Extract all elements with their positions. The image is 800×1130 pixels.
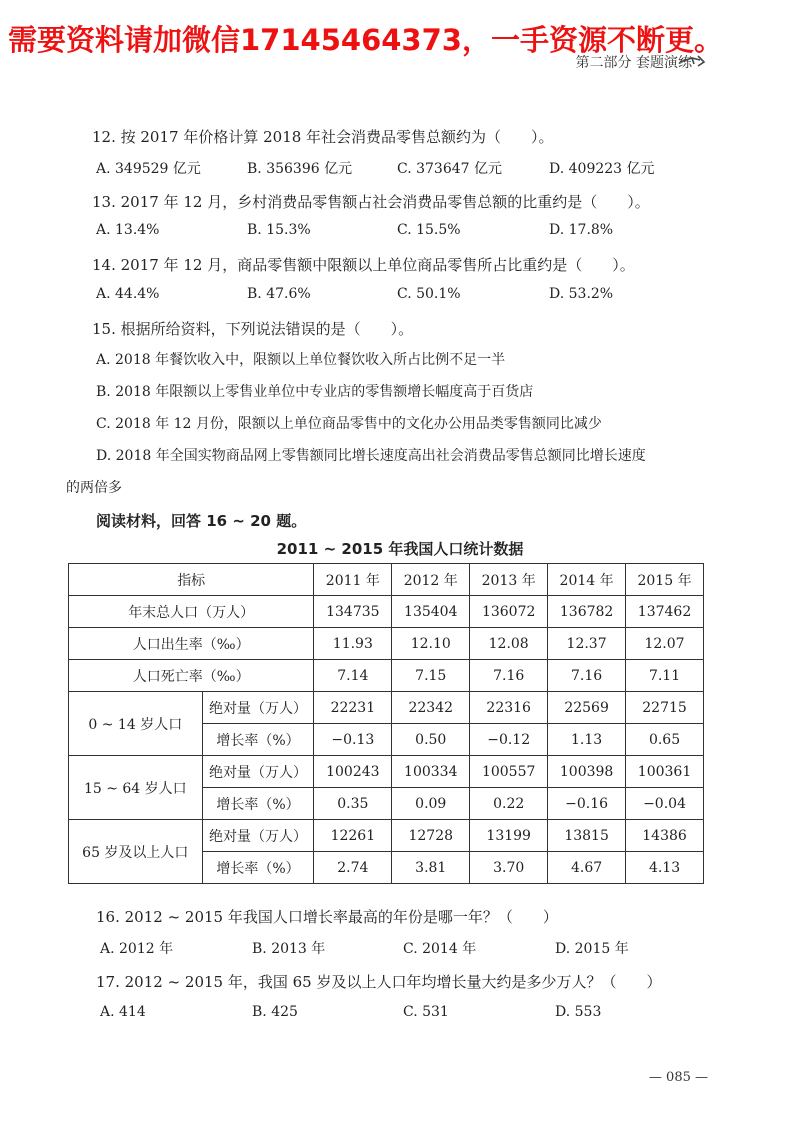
option-c[interactable]: C. 373647 亿元 xyxy=(397,161,503,177)
table-cell: 22715 xyxy=(626,692,704,724)
table-cell: 7.11 xyxy=(626,660,704,692)
option-c[interactable]: C. 531 xyxy=(403,1004,449,1020)
header-year: 2011 年 xyxy=(314,564,392,596)
page-number: — 085 — xyxy=(648,1070,708,1085)
table-cell: 4.67 xyxy=(548,852,626,884)
table-row xyxy=(69,628,704,660)
table-cell: 7.16 xyxy=(548,660,626,692)
question-13: 13. 2017 年 12 月，乡村消费品零售额占社会消费品零售总额的比重约是（ ）。 xyxy=(92,193,650,211)
option-b[interactable]: B. 2013 年 xyxy=(252,941,326,957)
option-c[interactable]: C. 2018 年 12 月份，限额以上单位商品零售中的文化办公用品类零售额同比减少 xyxy=(96,416,602,432)
table-cell: 134735 xyxy=(314,596,392,628)
table-cell: 136782 xyxy=(548,596,626,628)
table-cell: 136072 xyxy=(470,596,548,628)
table-cell: 22569 xyxy=(548,692,626,724)
table-cell: 13199 xyxy=(470,820,548,852)
table-header-row xyxy=(69,564,704,596)
table-cell: 12.08 xyxy=(470,628,548,660)
table-cell: 11.93 xyxy=(314,628,392,660)
table-cell: 22316 xyxy=(470,692,548,724)
reading-prompt: 阅读材料，回答 16 ~ 20 题。 xyxy=(96,512,307,530)
population-stats-table xyxy=(68,563,704,884)
option-b[interactable]: B. 356396 亿元 xyxy=(247,161,353,177)
table-cell: 2.74 xyxy=(314,852,392,884)
option-a[interactable]: A. 414 xyxy=(100,1004,146,1020)
question-14: 14. 2017 年 12 月，商品零售额中限额以上单位商品零售所占比重约是（ ）。 xyxy=(92,256,635,274)
watermark-banner: 需要资料请加微信17145464373，一手资源不断更。 xyxy=(8,23,723,57)
table-cell: 100361 xyxy=(626,756,704,788)
table-cell: 14386 xyxy=(626,820,704,852)
table-row xyxy=(69,820,704,852)
header-year: 2015 年 xyxy=(626,564,704,596)
option-a[interactable]: A. 2018 年餐饮收入中，限额以上单位餐饮收入所占比例不足一半 xyxy=(96,352,506,368)
row-label: 年末总人口（万人） xyxy=(69,596,314,628)
table-cell: 4.13 xyxy=(626,852,704,884)
option-d[interactable]: D. 2015 年 xyxy=(555,941,629,957)
table-cell: 0.50 xyxy=(392,724,470,756)
option-d[interactable]: D. 2018 年全国实物商品网上零售额同比增长速度高出社会消费品零售总额同比增长速度 xyxy=(96,448,646,464)
option-a[interactable]: A. 44.4% xyxy=(96,286,160,302)
group-label: 65 岁及以上人口 xyxy=(69,820,203,884)
row-label: 人口出生率（‰） xyxy=(69,628,314,660)
table-cell: 0.09 xyxy=(392,788,470,820)
option-d[interactable]: D. 17.8% xyxy=(549,222,614,238)
table-cell: 3.70 xyxy=(470,852,548,884)
sub-label: 增长率（%） xyxy=(202,724,314,756)
table-title: 2011 ~ 2015 年我国人口统计数据 xyxy=(276,540,524,558)
table-row xyxy=(69,596,704,628)
table-cell: 0.65 xyxy=(626,724,704,756)
option-d-continuation: 的两倍多 xyxy=(66,480,122,496)
table-cell: 7.14 xyxy=(314,660,392,692)
header-year: 2012 年 xyxy=(392,564,470,596)
table-cell: 12.07 xyxy=(626,628,704,660)
sub-label: 增长率（%） xyxy=(202,788,314,820)
table-cell: 100334 xyxy=(392,756,470,788)
option-c[interactable]: C. 15.5% xyxy=(397,222,461,238)
table-cell: 3.81 xyxy=(392,852,470,884)
table-row xyxy=(69,692,704,724)
table-cell: −0.13 xyxy=(314,724,392,756)
option-b[interactable]: B. 425 xyxy=(252,1004,298,1020)
table-cell: 0.22 xyxy=(470,788,548,820)
group-label: 0 ~ 14 岁人口 xyxy=(69,692,203,756)
table-cell: 12.37 xyxy=(548,628,626,660)
row-label: 人口死亡率（‰） xyxy=(69,660,314,692)
table-cell: 1.13 xyxy=(548,724,626,756)
arrow-icon xyxy=(678,50,706,70)
table-cell: 22342 xyxy=(392,692,470,724)
option-a[interactable]: A. 349529 亿元 xyxy=(96,161,201,177)
option-b[interactable]: B. 2018 年限额以上零售业单位中专业店的零售额增长幅度高于百货店 xyxy=(96,384,534,400)
option-b[interactable]: B. 15.3% xyxy=(247,222,311,238)
table-cell: −0.12 xyxy=(470,724,548,756)
option-a[interactable]: A. 13.4% xyxy=(96,222,160,238)
table-cell: −0.04 xyxy=(626,788,704,820)
table-cell: 135404 xyxy=(392,596,470,628)
header-indicator: 指标 xyxy=(69,564,314,596)
table-cell: 100398 xyxy=(548,756,626,788)
table-cell: 12.10 xyxy=(392,628,470,660)
sub-label: 绝对量（万人） xyxy=(202,820,314,852)
header-year: 2013 年 xyxy=(470,564,548,596)
option-d[interactable]: D. 53.2% xyxy=(549,286,614,302)
sub-label: 绝对量（万人） xyxy=(202,692,314,724)
table-cell: 0.35 xyxy=(314,788,392,820)
section-label: 第二部分 套题演练 xyxy=(575,55,692,71)
table-cell: 13815 xyxy=(548,820,626,852)
option-c[interactable]: C. 2014 年 xyxy=(403,941,477,957)
table-cell: 137462 xyxy=(626,596,704,628)
question-16: 16. 2012 ~ 2015 年我国人口增长率最高的年份是哪一年？（ ） xyxy=(96,908,558,926)
table-cell: 100557 xyxy=(470,756,548,788)
question-12: 12. 按 2017 年价格计算 2018 年社会消费品零售总额约为（ ）。 xyxy=(92,128,554,146)
table-row xyxy=(69,660,704,692)
sub-label: 增长率（%） xyxy=(202,852,314,884)
question-15: 15. 根据所给资料，下列说法错误的是（ ）。 xyxy=(92,320,414,338)
table-cell: −0.16 xyxy=(548,788,626,820)
sub-label: 绝对量（万人） xyxy=(202,756,314,788)
table-cell: 22231 xyxy=(314,692,392,724)
table-cell: 7.15 xyxy=(392,660,470,692)
option-c[interactable]: C. 50.1% xyxy=(397,286,461,302)
option-b[interactable]: B. 47.6% xyxy=(247,286,311,302)
option-d[interactable]: D. 553 xyxy=(555,1004,602,1020)
header-year: 2014 年 xyxy=(548,564,626,596)
group-label: 15 ~ 64 岁人口 xyxy=(69,756,203,820)
option-a[interactable]: A. 2012 年 xyxy=(100,941,174,957)
table-row xyxy=(69,756,704,788)
table-cell: 7.16 xyxy=(470,660,548,692)
table-cell: 100243 xyxy=(314,756,392,788)
table-cell: 12728 xyxy=(392,820,470,852)
table-cell: 12261 xyxy=(314,820,392,852)
question-17: 17. 2012 ~ 2015 年，我国 65 岁及以上人口年均增长量大约是多少万人？（ ） xyxy=(96,973,662,991)
option-d[interactable]: D. 409223 亿元 xyxy=(549,161,655,177)
